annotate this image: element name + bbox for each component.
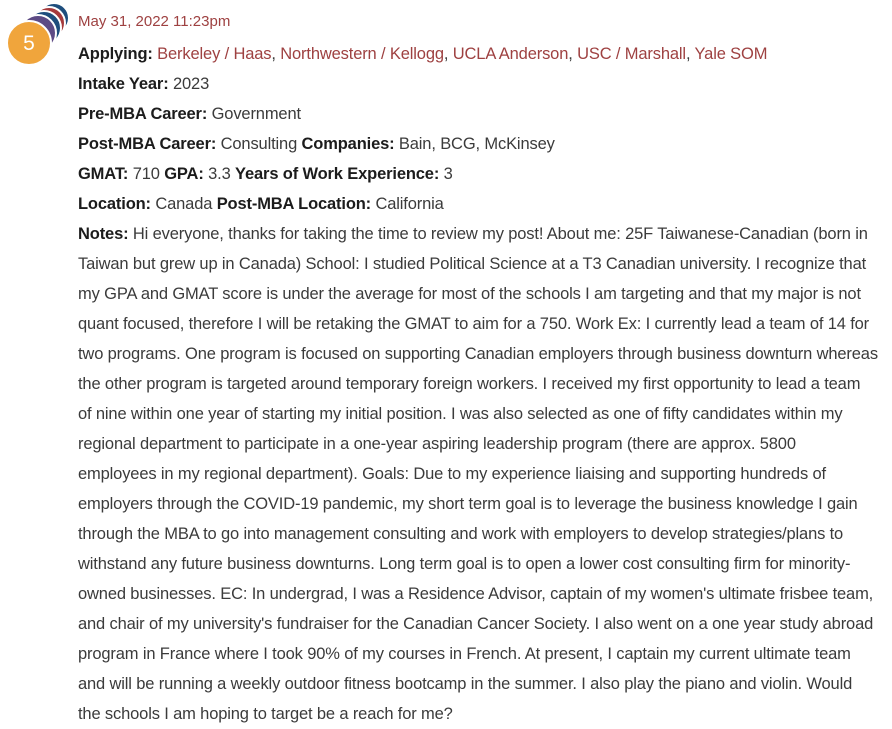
- field-location: [78, 189, 878, 219]
- field-applying: [78, 39, 878, 69]
- work-experience-value: 3: [443, 165, 453, 183]
- field-stats: [78, 159, 878, 189]
- companies-value: Bain, BCG, McKinsey: [398, 135, 555, 153]
- gpa-value: 3.3: [208, 165, 231, 183]
- gpa-label: GPA:: [164, 165, 204, 183]
- applicant-avatar[interactable]: [5, 1, 71, 67]
- post-mba-location-value: California: [375, 195, 444, 213]
- location-value: Canada: [155, 195, 213, 213]
- field-pre-mba-career: [78, 99, 878, 129]
- companies-label: Companies:: [301, 135, 395, 153]
- post-timestamp: May 31, 2022 11:23pm: [78, 13, 231, 30]
- gmat-label: GMAT:: [78, 165, 129, 183]
- application-count: 5: [23, 32, 35, 55]
- school-link-yale-som[interactable]: Yale SOM: [694, 45, 768, 63]
- separator: ,: [443, 45, 453, 63]
- school-link-northwestern-kellogg[interactable]: Northwestern / Kellogg: [280, 45, 444, 63]
- field-post-mba-career: [78, 129, 878, 159]
- post-mba-career-label: Post-MBA Career:: [78, 135, 217, 153]
- intake-year-label: Intake Year:: [78, 75, 169, 93]
- notes-label: Notes:: [78, 225, 129, 243]
- pre-mba-career-value: Government: [211, 105, 301, 123]
- separator: ,: [685, 45, 695, 63]
- separator: ,: [271, 45, 281, 63]
- post-mba-career-value: Consulting: [220, 135, 298, 153]
- intake-year-value: 2023: [172, 75, 210, 93]
- pre-mba-career-label: Pre-MBA Career:: [78, 105, 208, 123]
- gmat-value: 710: [132, 165, 160, 183]
- field-intake-year: [78, 69, 878, 99]
- separator: ,: [568, 45, 578, 63]
- school-link-ucla-anderson[interactable]: UCLA Anderson: [452, 45, 569, 63]
- notes-text: Hi everyone, thanks for taking the time to review my post! About me: 25F Taiwanese-Canadian (born in Taiwan but grew up in Canada) School: I studied Political Science at a T3 Canadian university. I recognize that my GPA and GMAT score is under the average for most of the schools I am targeting and that my major is not quant focused, therefore I will be retaking the GMAT to aim for a 750. Work Ex: I currently lead a team of 14 for two programs. One program is focused on supporting Canadian employers through business downturn whereas the other program is targeted around temporary foreign workers. I received my first opportunity to lead a team of nine within one year of starting my initial position. I was also selected as one of fifty candidates within my regional department to participate in a one-year aspiring leadership program (there are approx. 5800 employees in my regional department). Goals: Due to my experience liaising and supporting hundreds of employers through the COVID-19 pandemic, my short term goal is to leverage the business knowledge I gain through the MBA to go into management consulting and work with employers to develop strategies/plans to withstand any future business downturns. Long term goal is to open a lower cost consulting firm for minority-owned businesses. EC: In undergrad, I was a Residence Advisor, captain of my women's ultimate frisbee team, and chair of my university's fundraiser for the Canadian Cancer Society. I also went on a one year study abroad program in France where I took 90% of my courses in French. At present, I captain my current ultimate team and will be running a weekly outdoor fitness bootcamp in the summer. I also play the piano and violin. Would the schools I am hoping to target be a reach for me?: [78, 225, 878, 723]
- work-experience-label: Years of Work Experience:: [235, 165, 440, 183]
- stacked-discs-icon: [5, 1, 71, 67]
- school-link-berkeley-haas[interactable]: Berkeley / Haas: [157, 45, 272, 63]
- location-label: Location:: [78, 195, 151, 213]
- school-link-usc-marshall[interactable]: USC / Marshall: [577, 45, 686, 63]
- applying-label: Applying:: [78, 45, 153, 63]
- field-notes: [78, 219, 878, 729]
- post-mba-location-label: Post-MBA Location:: [216, 195, 372, 213]
